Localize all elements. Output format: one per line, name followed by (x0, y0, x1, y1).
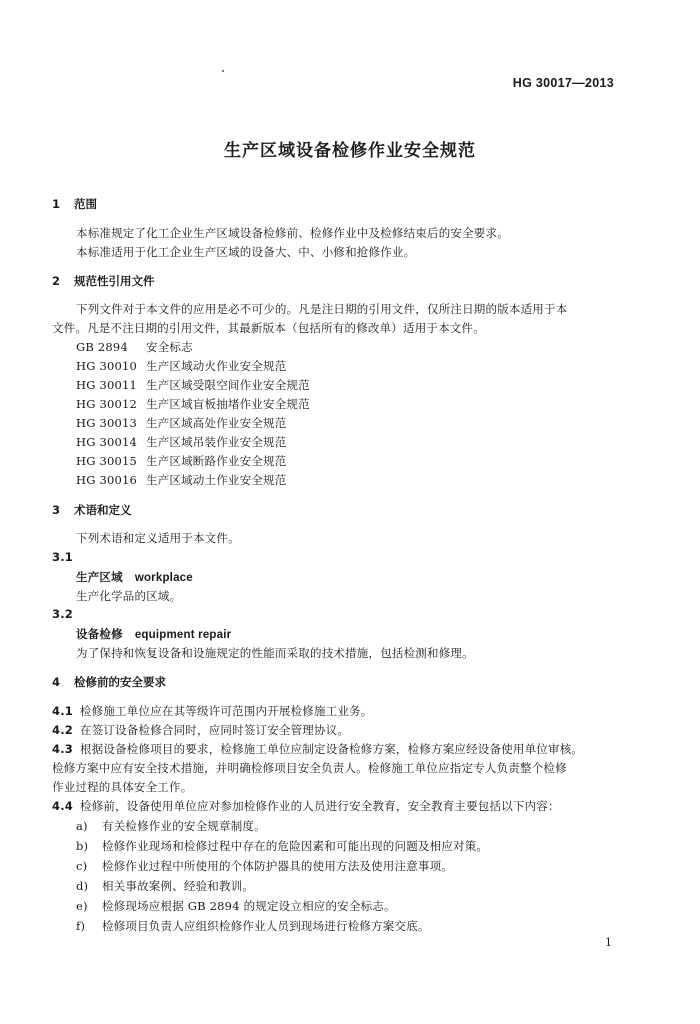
paragraph: 本标准规定了化工企业生产区域设备检修前、检修作业中及检修结束后的安全要求。 (76, 226, 509, 240)
reference-item (76, 377, 310, 393)
reference-title: 安全标志 (146, 340, 193, 354)
term-cn: 设备检修 (76, 627, 123, 641)
item-text: 检修项目负责人应组织检修作业人员到现场进行检修方案交底。 (102, 919, 430, 933)
term-cn: 生产区域 (76, 570, 123, 584)
section-title: 术语和定义 (74, 503, 132, 517)
list-item (76, 858, 453, 874)
reference-item (76, 434, 286, 450)
clause-4-1 (52, 703, 373, 719)
list-item (76, 838, 488, 854)
reference-item (76, 453, 286, 469)
standard-code: HG 30017—2013 (512, 76, 614, 90)
clause-4-4 (52, 798, 560, 814)
reference-code: HG 30013 (76, 416, 138, 430)
reference-title: 生产区域动火作业安全规范 (146, 359, 287, 373)
reference-code: HG 30015 (76, 454, 138, 468)
paragraph: 下列术语和定义适用于本文件。 (76, 531, 240, 545)
reference-title: 生产区域盲板抽堵作业安全规范 (146, 397, 310, 411)
reference-code: HG 30011 (76, 378, 138, 392)
list-item (76, 918, 430, 934)
section-title: 规范性引用文件 (74, 274, 155, 288)
reference-title: 生产区域高处作业安全规范 (146, 416, 287, 430)
section-1-heading (52, 196, 97, 212)
clause-number: 4.1 (52, 704, 73, 718)
reference-title: 生产区域吊装作业安全规范 (146, 435, 287, 449)
paragraph: 下列文件对于本文件的应用是必不可少的。凡是注日期的引用文件，仅所注日期的版本适用于本 (76, 302, 568, 316)
list-item (76, 818, 266, 834)
reference-title: 生产区域断路作业安全规范 (146, 454, 287, 468)
item-text: 相关事故案例、经验和教训。 (102, 879, 255, 893)
item-text: 检修作业现场和检修过程中存在的危险因素和可能出现的问题及相应对策。 (102, 839, 489, 853)
document-title: 生产区域设备检修作业安全规范 (224, 141, 476, 161)
section-number: 2 (52, 274, 61, 288)
clause-text-continued: 检修方案中应有安全技术措施，并明确检修项目安全负责人。检修施工单位应指定专人负责整个检修 (52, 761, 567, 775)
term-definition: 为了保持和恢复设备和设施规定的性能而采取的技术措施，包括检测和修理。 (76, 646, 474, 660)
section-number: 1 (52, 197, 61, 211)
clause-text: 检修施工单位应在其等级许可范围内开展检修施工业务。 (80, 704, 373, 718)
clause-4-2 (52, 722, 349, 738)
reference-title: 生产区域受限空间作业安全规范 (146, 378, 310, 392)
section-number: 3 (52, 503, 61, 517)
clause-text-continued: 作业过程的具体安全工作。 (52, 780, 193, 794)
term-number: 3.1 (52, 550, 73, 564)
reference-item (76, 396, 310, 412)
item-letter: e) (76, 899, 88, 913)
section-title: 检修前的安全要求 (74, 675, 166, 689)
scan-speck (222, 70, 224, 72)
paragraph: 文件。凡是不注日期的引用文件，其最新版本（包括所有的修改单）适用于本文件。 (52, 321, 485, 335)
item-letter: f) (76, 919, 86, 933)
item-letter: a) (76, 819, 88, 833)
clause-number: 4.4 (52, 799, 73, 813)
paragraph: 本标准适用于化工企业生产区域的设备大、中、小修和抢修作业。 (76, 245, 416, 259)
item-text: 检修现场应根据 GB 2894 的规定设立相应的安全标志。 (102, 899, 396, 913)
section-4-heading (52, 674, 166, 690)
list-item (76, 878, 254, 894)
term-heading (76, 569, 193, 585)
item-letter: d) (76, 879, 89, 893)
reference-item (76, 472, 286, 488)
section-number: 4 (52, 675, 61, 689)
reference-item (76, 415, 286, 431)
clause-text: 检修前，设备使用单位应对参加检修作业的人员进行安全教育，安全教育主要包括以下内容： (80, 799, 560, 813)
reference-code: GB 2894 (76, 340, 128, 354)
reference-code: HG 30014 (76, 435, 138, 449)
term-heading (76, 626, 231, 642)
clause-number: 4.3 (52, 742, 73, 756)
reference-code: HG 30010 (76, 359, 138, 373)
reference-item (76, 339, 193, 355)
section-3-heading (52, 502, 132, 518)
clause-number: 4.2 (52, 723, 73, 737)
reference-code: HG 30016 (76, 473, 138, 487)
term-number: 3.2 (52, 607, 73, 621)
section-title: 范围 (74, 197, 97, 211)
page-number: 1 (605, 936, 612, 949)
item-text: 检修作业过程中所使用的个体防护器具的使用方法及使用注意事项。 (102, 859, 453, 873)
clause-text: 在签订设备检修合同时，应同时签订安全管理协议。 (80, 723, 350, 737)
reference-item (76, 358, 286, 374)
section-2-heading (52, 273, 155, 289)
term-definition: 生产化学品的区域。 (76, 589, 182, 603)
clause-text: 根据设备检修项目的要求，检修施工单位应制定设备检修方案，检修方案应经设备使用单位审核。 (80, 742, 584, 756)
clause-4-3 (52, 741, 583, 757)
reference-title: 生产区域动土作业安全规范 (146, 473, 287, 487)
term-en: workplace (134, 572, 193, 584)
item-letter: b) (76, 839, 89, 853)
list-item (76, 898, 396, 914)
term-en: equipment repair (134, 629, 232, 641)
item-letter: c) (76, 859, 88, 873)
reference-code: HG 30012 (76, 397, 138, 411)
item-text: 有关检修作业的安全规章制度。 (102, 819, 266, 833)
